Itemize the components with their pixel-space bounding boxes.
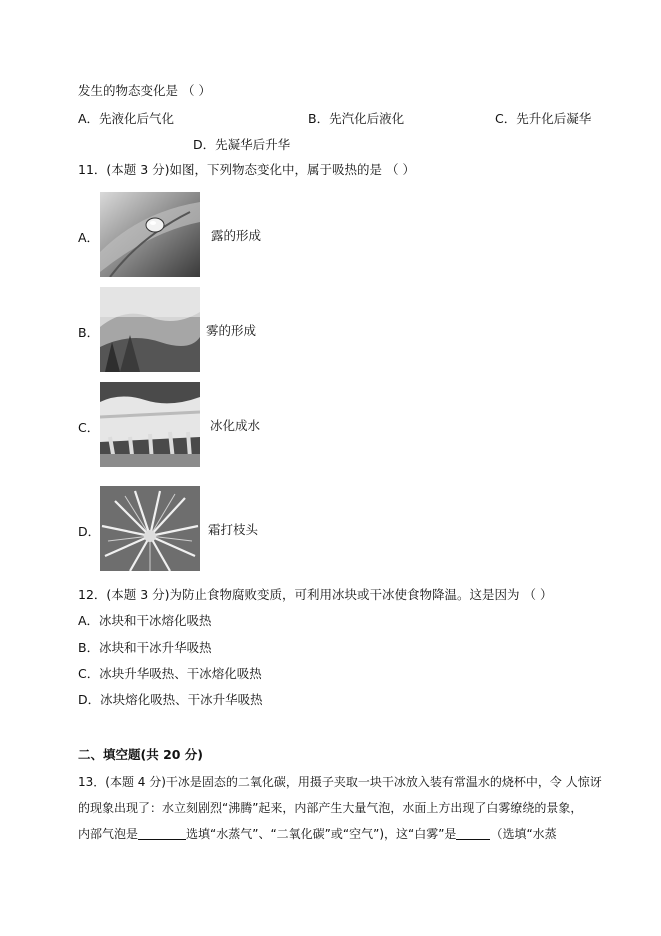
q11-c-text: 冰化成水 bbox=[210, 418, 261, 433]
q11-c-letter: C． bbox=[78, 420, 100, 435]
q13-blank-2[interactable] bbox=[456, 827, 490, 840]
dew-photo bbox=[100, 192, 200, 277]
q12-option-c: C．冰块升华吸热、干冰熔化吸热 bbox=[78, 666, 262, 681]
q12-option-b: B．冰块和干冰升华吸热 bbox=[78, 640, 212, 655]
q10-stem-tail: 发生的物态变化是 （ ） bbox=[78, 83, 211, 98]
q12-option-d: D．冰块熔化吸热、干冰升华吸热 bbox=[78, 692, 263, 707]
q13-line-2: 的现象出现了：水立刻剧烈“沸腾”起来，内部产生大量气泡，水面上方出现了白雾缭绕的景象， bbox=[78, 801, 583, 815]
q11-b-letter: B． bbox=[78, 325, 100, 340]
section-heading-fill-in: 二、填空题(共 20 分) bbox=[78, 747, 204, 762]
fog-photo bbox=[100, 287, 200, 372]
q11-a-text: 露的形成 bbox=[211, 228, 262, 243]
q11-b-text: 雾的形成 bbox=[206, 323, 257, 338]
q11-d-text: 霜打枝头 bbox=[208, 522, 259, 537]
q11-a-letter: A． bbox=[78, 230, 100, 245]
q11-stem: 11．(本题 3 分)如图，下列物态变化中，属于吸热的是 （ ） bbox=[78, 162, 416, 177]
q11-d-letter: D． bbox=[78, 524, 101, 539]
q13-line-3-part-c: （选填“水蒸 bbox=[490, 827, 557, 841]
q12-stem: 12．(本题 3 分)为防止食物腐败变质，可利用冰块或干冰使食物降温。这是因为 （ ） bbox=[78, 587, 553, 602]
q13-line-3 bbox=[78, 826, 557, 842]
ice-melting-photo bbox=[100, 382, 200, 467]
q10-option-a: A．先液化后气化 bbox=[78, 111, 175, 126]
q10-option-d: D．先凝华后升华 bbox=[193, 137, 291, 152]
q13-line-1: 13．(本题 4 分)干冰是固态的二氧化碳，用摄子夹取一块干冰放入装有常温水的烧杯中，令 人惊讶 bbox=[78, 775, 602, 789]
q13-line-3-part-b: 选填“水蒸气”、“二氧化碳”或“空气”)，这“白雾”是 bbox=[186, 827, 457, 841]
q10-option-c: C．先升化后凝华 bbox=[495, 111, 592, 126]
q13-blank-1[interactable] bbox=[138, 827, 186, 840]
q13-line-3-part-a: 内部气泡是 bbox=[78, 827, 139, 841]
frost-photo bbox=[100, 486, 200, 571]
q10-option-b: B．先汽化后液化 bbox=[308, 111, 405, 126]
q12-option-a: A．冰块和干冰熔化吸热 bbox=[78, 613, 212, 628]
